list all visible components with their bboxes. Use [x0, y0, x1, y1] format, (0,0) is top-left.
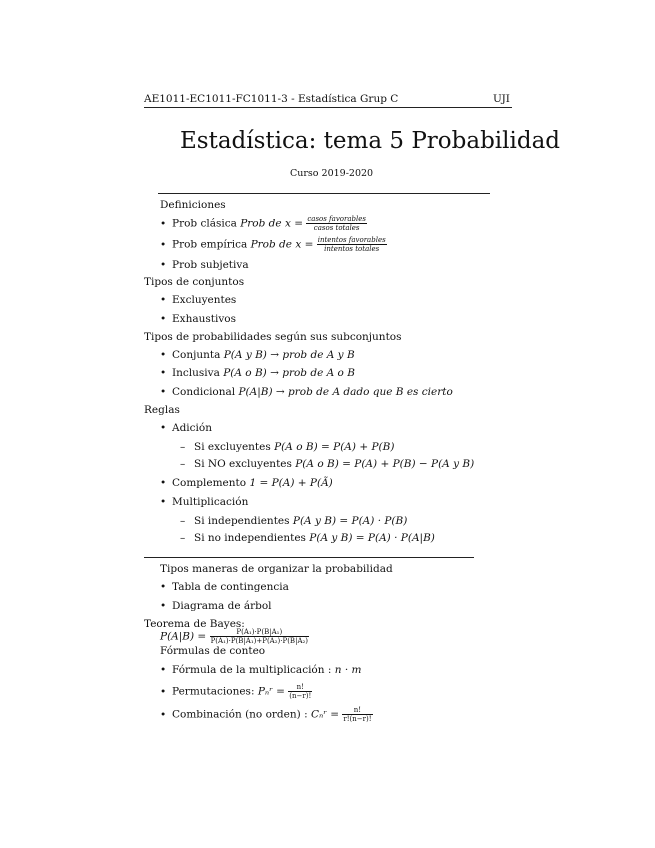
bullet-icon: • [160, 581, 167, 593]
fraction-denominator: casos totales [313, 224, 360, 232]
list-item-tabla-contingencia [160, 581, 289, 593]
fraction-numerator: P(A₁)·P(B|A₁) [210, 628, 309, 637]
list-item-adicion [160, 422, 212, 434]
item-label: Combinación (no orden) : [172, 708, 308, 721]
page-title: Estadística: tema 5 Probabilidad [180, 128, 561, 154]
organizar-heading: Tipos maneras de organizar la probabilidad [160, 563, 393, 575]
formula: P(A y B) → prob de A y B [223, 349, 355, 361]
reglas-heading: Reglas [144, 404, 180, 416]
item-label: Permutaciones: [172, 685, 255, 698]
bullet-icon: • [160, 664, 167, 676]
header-rule [144, 107, 512, 108]
formula: P(A y B) = P(A) · P(B) [292, 515, 408, 527]
fraction-denominator: r!(n−r)! [343, 715, 372, 723]
item-label: Inclusiva [172, 367, 220, 379]
fraction-denominator: P(A₁)·P(B|A₁)+P(A₂)·P(B|A₂) [210, 637, 309, 645]
formula: 1 = P(A) + P(Ã) [249, 477, 333, 489]
conteo-heading: Fórmulas de conteo [160, 645, 266, 657]
formula: P(A|B) → prob de A dado que B es cierto [238, 386, 453, 398]
page-subtitle: Curso 2019-2020 [290, 168, 374, 179]
fraction-numerator: n! [342, 706, 372, 715]
sublist-item-independientes [180, 515, 407, 527]
dash-icon: – [180, 532, 186, 544]
list-item-condicional [160, 386, 453, 398]
item-label: Condicional [172, 386, 236, 398]
bullet-icon: • [160, 259, 167, 271]
bullet-icon: • [160, 477, 167, 489]
bullet-icon: • [160, 708, 167, 721]
bullet-icon: • [160, 294, 167, 306]
bullet-icon: • [160, 386, 167, 398]
list-item-permutaciones [160, 683, 312, 700]
item-label: Fórmula de la multiplicación : [172, 664, 332, 676]
list-item-inclusiva [160, 367, 355, 379]
item-label: Si no independientes [194, 532, 306, 544]
bullet-icon: • [160, 496, 167, 508]
list-item-conjunta [160, 349, 355, 361]
bullet-icon: • [160, 349, 167, 361]
formula: P(A o B) = P(A) + P(B) − P(A y B) [295, 458, 475, 470]
formula: P(A y B) = P(A) · P(A|B) [309, 532, 435, 544]
fraction-numerator: n! [288, 683, 312, 692]
fraction-denominator: intentos totales [324, 245, 380, 253]
item-label: Si independientes [194, 515, 290, 527]
list-item-complemento [160, 477, 333, 489]
item-label: Si NO excluyentes [194, 458, 292, 470]
running-header-right: UJI [493, 93, 510, 105]
item-label: Complemento [172, 477, 247, 489]
formula: P(A o B) = P(A) + P(B) [274, 441, 395, 453]
bullet-icon: • [160, 600, 167, 612]
formula: Prob de x = [250, 238, 314, 251]
sublist-item-adicion-no-excluyentes [180, 458, 474, 470]
formula: P(A|B) = [160, 630, 207, 643]
bullet-icon: • [160, 313, 167, 325]
item-label: Si excluyentes [194, 441, 271, 453]
fraction-numerator: intentos favorables [317, 236, 386, 244]
list-item-prob-subjetiva [160, 259, 249, 271]
definiciones-heading: Definiciones [160, 199, 226, 211]
item-label: Prob clásica [172, 217, 237, 230]
list-item-prob-empirica [160, 236, 387, 253]
item-label: Prob empírica [172, 238, 248, 251]
bullet-icon: • [160, 217, 167, 230]
formula: Prob de x = [240, 217, 303, 230]
bullet-icon: • [160, 685, 167, 698]
sublist-item-adicion-excluyentes [180, 441, 394, 453]
dash-icon: – [180, 515, 186, 527]
item-label: Prob subjetiva [172, 259, 249, 271]
bullet-icon: • [160, 238, 167, 251]
bullet-icon: • [160, 367, 167, 379]
item-label: Excluyentes [172, 294, 237, 306]
item-label: Tabla de contingencia [172, 581, 289, 593]
item-label: Multiplicación [172, 496, 249, 508]
list-item-exhaustivos [160, 313, 236, 325]
bayes-heading: Teorema de Bayes: [144, 618, 245, 630]
list-item-excluyentes [160, 294, 236, 306]
conjuntos-heading: Tipos de conjuntos [144, 276, 245, 288]
formula: Pₙʳ = [257, 685, 285, 698]
list-item-multiplicacion [160, 496, 248, 508]
bullet-icon: • [160, 422, 167, 434]
list-item-diagrama-arbol [160, 600, 272, 612]
dash-icon: – [180, 458, 186, 470]
formula: Cₙʳ = [310, 708, 340, 721]
item-label: Exhaustivos [172, 313, 236, 325]
item-label: Diagrama de árbol [172, 600, 272, 612]
formula: n · m [334, 664, 362, 676]
fraction-numerator: casos favorables [307, 215, 366, 223]
item-label: Adición [172, 422, 212, 434]
list-item-prob-clasica [160, 215, 367, 232]
subconjuntos-heading: Tipos de probabilidades según sus subconjuntos [144, 331, 402, 343]
formula: P(A o B) → prob de A o B [223, 367, 355, 379]
list-item-formula-multiplicacion [160, 664, 361, 676]
fraction-denominator: (n−r)! [289, 692, 312, 700]
running-header-left: AE1011-EC1011-FC1011-3 - Estadística Grup C [144, 93, 399, 105]
bayes-formula [160, 628, 309, 645]
list-item-combinacion [160, 706, 373, 723]
dash-icon: – [180, 441, 186, 453]
item-label: Conjunta [172, 349, 221, 361]
section-rule-top [158, 193, 490, 194]
section-rule-bottom [144, 557, 474, 558]
sublist-item-no-independientes [180, 532, 435, 544]
